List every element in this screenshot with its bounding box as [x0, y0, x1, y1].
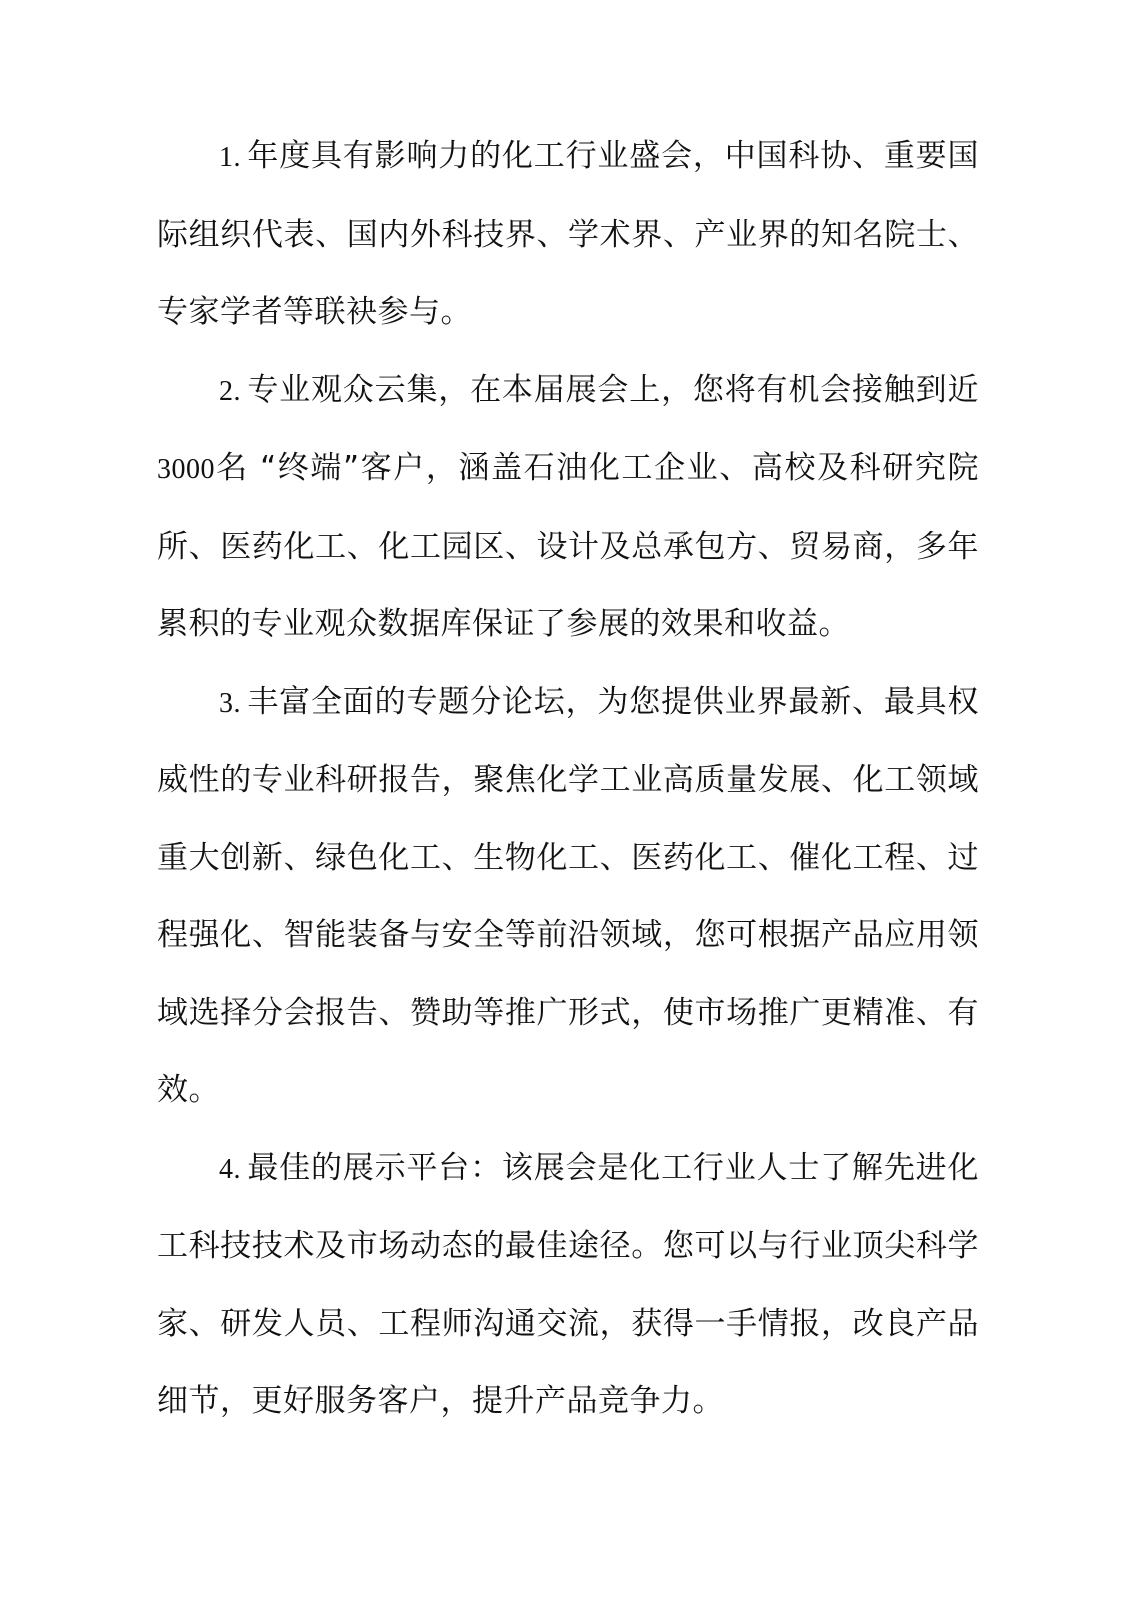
paragraph-4-text: 最佳的展示平台：该展会是化工行业人士了解先进化工科技技术及市场动态的最佳途径。您可以与行业顶尖科学家、研发人员、工程师沟通交流，获得一手情报，改良产品细节，更好服务客户，提升产品竞争力。 [157, 1149, 979, 1419]
paragraph-4-number: 4. [219, 1153, 241, 1185]
paragraph-1-number: 1. [219, 142, 241, 173]
paragraph-2-number: 2. [219, 375, 241, 407]
document-body [157, 118, 979, 1441]
paragraph-2 [157, 352, 979, 664]
paragraph-2-text-after: 名 “终端”客户，涵盖石油化工企业、高校及科研究院所、医药化工、化工园区、设计及总承包方、贸易商，多年累积的专业观众数据库保证了参展的效果和收益。 [157, 450, 979, 642]
paragraph-3-text: 丰富全面的专题分论坛，为您提供业界最新、最具权威性的专业科研报告，聚焦化学工业高质量发展、化工领域重大创新、绿色化工、生物化工、医药化工、催化工程、过程强化、智能装备与安全等前沿领域，您可根据产品应用领域选择分会报告、赞助等推广形式，使市场推广更精准、有效。 [157, 683, 979, 1108]
paragraph-3-number: 3. [219, 687, 241, 719]
paragraph-3 [157, 664, 979, 1130]
paragraph-2-figure: 3000 [157, 454, 215, 485]
paragraph-2-text-before: 专业观众云集，在本届展会上，您将有机会接触到近 [247, 371, 979, 408]
paragraph-1-text: 年度具有影响力的化工行业盛会，中国科协、重要国际组织代表、国内外科技界、学术界、产业界的知名院士、专家学者等联袂参与。 [157, 138, 979, 330]
paragraph-4 [157, 1130, 979, 1441]
paragraph-1 [157, 118, 979, 352]
